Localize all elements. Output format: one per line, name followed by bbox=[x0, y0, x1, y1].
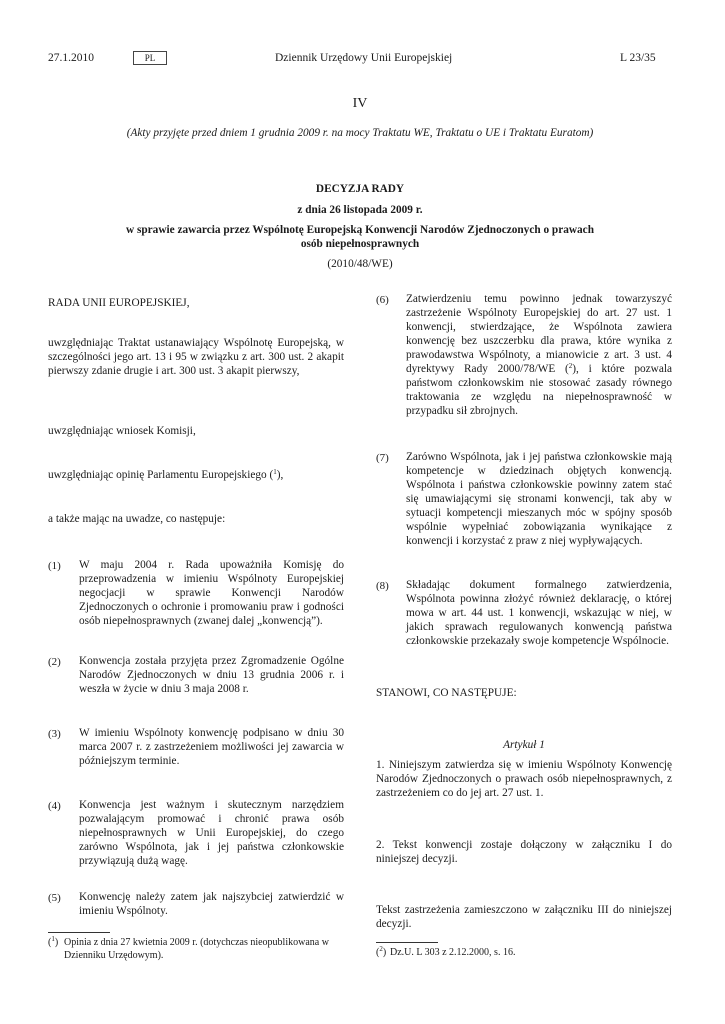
decision-title-line2: osób niepełnosprawnych bbox=[300, 238, 420, 250]
having-regard-proposal: uwzględniając wniosek Komisji, bbox=[48, 425, 196, 437]
recital-number: (6) bbox=[376, 294, 389, 306]
recital-number: (5) bbox=[48, 892, 61, 904]
page-reference: L 23/35 bbox=[620, 52, 656, 64]
journal-name: Dziennik Urzędowy Unii Europejskiej bbox=[275, 52, 453, 64]
recital-number: (1) bbox=[48, 560, 61, 572]
decision-date: z dnia 26 listopada 2009 r. bbox=[297, 204, 423, 216]
recital-text: Zarówno Wspólnota, jak i jej państwa członkowskie mają kompetencje w dziedzinach objętych konwencją. Wspólnota i państwa członkowskie powinny zatem stać się umawiającymi się stronami konwencji, tak aby w sytuacji kompetencji mieszanych móc w spójny sposób wspólnie wypełniać zobowiązania wynikające z konwencji i korzystać z praw z niej wypływających. bbox=[406, 451, 672, 547]
footnote-ref-1: 1 bbox=[273, 468, 277, 476]
recital-text: Konwencja została przyjęta przez Zgromadzenie Ogólne Narodów Zjednoczonych w dniu 13 grudnia 2006 r. i weszła w życie w dniu 3 maja 2008 r. bbox=[79, 655, 344, 695]
recital-text: W imieniu Wspólnoty konwencję podpisano w dniu 30 marca 2007 r. z zastrzeżeniem możliwości jej zawarcia w późniejszym terminie. bbox=[79, 727, 344, 767]
header-date: 27.1.2010 bbox=[48, 52, 94, 64]
decision-type: DECYZJA RADY bbox=[315, 183, 405, 195]
recital-number: (7) bbox=[376, 452, 389, 464]
section-numeral: IV bbox=[352, 96, 368, 111]
recital-text: Zatwierdzeniu temu powinno jednak towarzyszyć zastrzeżenie Wspólnoty Europejskiej do art. 27 ust. 1 konwencji, stwierdzające, że Wspólnota zawiera konwencję bez uszczerbku dla prawa, które wynika z prawodawstwa Wspólnoty, a mianowicie z art. 3 ust. 4 dyrektywy Rady 2000/78/WE ($^2$), i które pozwala państwom członkowskim nie stosować zasady równego traktowania ze względu na niepełnosprawność w przypadku sił zbrojnych. bbox=[406, 293, 672, 417]
having-regard-treaty: uwzględniając Traktat ustanawiający Wspólnotę Europejską, w szczególności jego art. 13 i 95 w związku z art. 300 ust. 2 akapit pierwszy zdanie drugie i art. 300 ust. 3 akapit pierwszy, bbox=[48, 337, 344, 377]
recital-text: Składając dokument formalnego zatwierdzenia, Wspólnota powinna złożyć również deklarację, o której mowa w art. 44 ust. 1 konwencji, wskazując w niej, w jakich sprawach regulowanych konwencją państwa członkowskie przekazały swoje kompetencje Wspólnocie. bbox=[406, 579, 672, 647]
footnote-separator bbox=[376, 942, 438, 943]
footnote-text: Opinia z dnia 27 kwietnia 2009 r. (dotychczas nieopublikowana w Dzienniku Urzędowym). bbox=[64, 937, 329, 961]
footnote-marker: ($^1$) bbox=[48, 935, 59, 948]
having-regard-parliament: uwzględniając opinię Parlamentu Europejskiego ($^1$), bbox=[48, 468, 284, 481]
footnote-marker: ($^2$) bbox=[376, 945, 387, 958]
recital-number: (8) bbox=[376, 580, 389, 592]
recital-text: Konwencja jest ważnym i skutecznym narzędziem pozwalającym promować i chronić prawa osób niepełnosprawnych w Unii Europejskiej, do czego zarówno Wspólnota, jak i jej państwa członkowskie przywiązują dużą wagę. bbox=[79, 799, 344, 867]
footnote-separator bbox=[48, 932, 110, 933]
decision-number: (2010/48/WE) bbox=[327, 258, 393, 270]
recital-text: W maju 2004 r. Rada upoważniła Komisję do przeprowadzenia w imieniu Wspólnoty Europejskiej negocjacji w sprawie Konwencji Narodów Zjednoczonych o ochronie i promowaniu praw i godności osób niepełnosprawnych (zwanej dalej „konwencją”). bbox=[79, 559, 344, 627]
adoption-statement: STANOWI, CO NASTĘPUJE: bbox=[376, 687, 517, 699]
recital-text: Konwencję należy zatem jak najszybciej zatwierdzić w imieniu Wspólnoty. bbox=[79, 891, 344, 917]
recital-number: (2) bbox=[48, 656, 61, 668]
footnote-text: Dz.U. L 303 z 2.12.2000, s. 16. bbox=[390, 947, 516, 958]
article-paragraph-2: 2. Tekst konwencji zostaje dołączony w załączniku I do niniejszej decyzji. bbox=[376, 839, 672, 865]
language-badge: PL bbox=[133, 51, 167, 65]
whereas: a także mając na uwadze, co następuje: bbox=[48, 513, 226, 525]
section-subtitle: (Akty przyjęte przed dniem 1 grudnia 2009 r. na mocy Traktatu WE, Traktatu o UE i Traktatu Euratom) bbox=[126, 127, 594, 139]
recital-number: (3) bbox=[48, 728, 61, 740]
footnote-ref-2: 2 bbox=[568, 362, 573, 370]
article-paragraph-1: 1. Niniejszym zatwierdza się w imieniu Wspólnoty Konwencję Narodów Zjednoczonych o prawach osób niepełnosprawnych, z zastrzeżeniem co do jej art. 27 ust. 1. bbox=[376, 759, 672, 799]
recital-number: (4) bbox=[48, 800, 61, 812]
article-title: Artykuł 1 bbox=[503, 739, 545, 751]
council-name: RADA UNII EUROPEJSKIEJ, bbox=[48, 297, 190, 309]
decision-title-line1: w sprawie zawarcia przez Wspólnotę Europejską Konwencji Narodów Zjednoczonych o prawach bbox=[126, 224, 594, 236]
article-paragraph-3: Tekst zastrzeżenia zamieszczono w załączniku III do niniejszej decyzji. bbox=[376, 904, 672, 930]
